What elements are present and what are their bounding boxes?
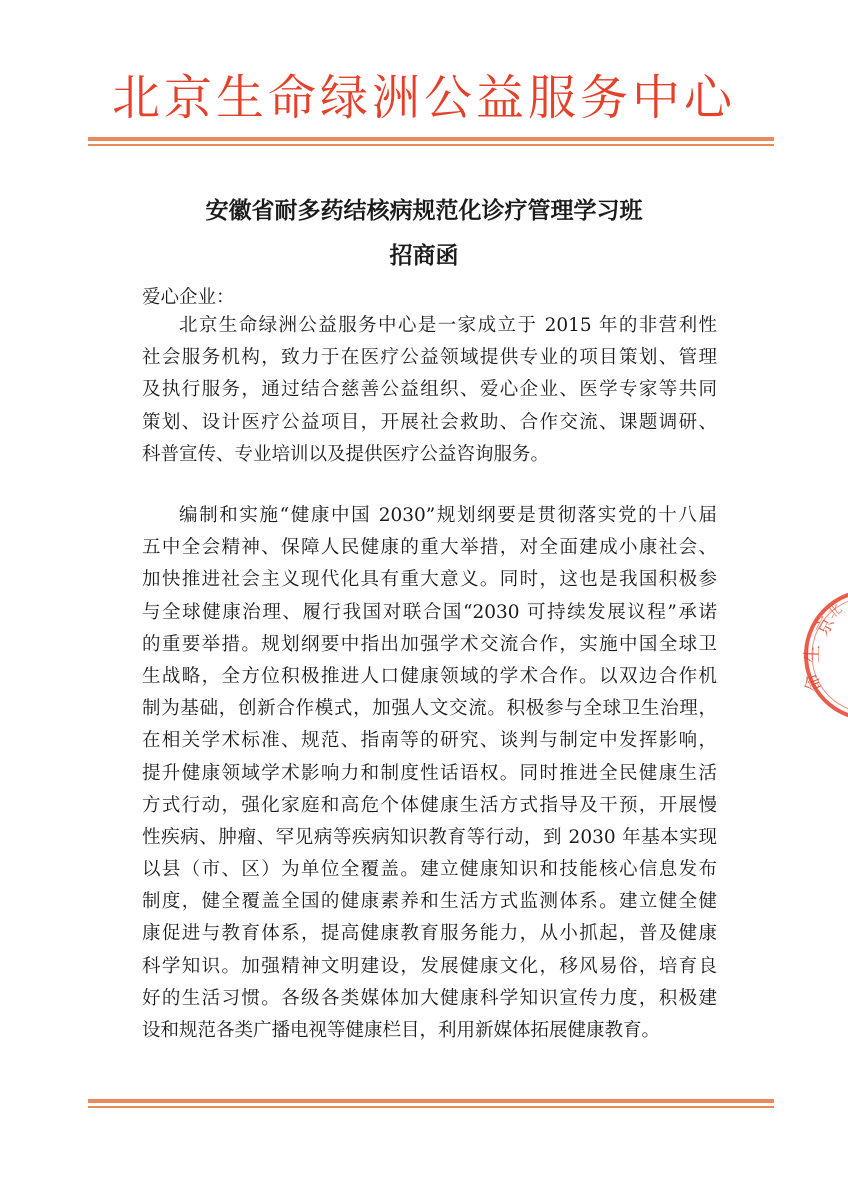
paragraph-line: 加快推进社会主义现代化具有重大意义。同时，这也是我国积极参 bbox=[142, 569, 717, 591]
paragraph-line: 策划、设计医疗公益项目，开展社会救助、合作交流、课题调研、 bbox=[142, 411, 717, 433]
salutation: 爱心企业： bbox=[142, 287, 235, 308]
paragraph-line: 以县（市、区）为单位全覆盖。建立健康知识和技能核心信息发布 bbox=[142, 859, 717, 881]
document-subtitle: 招商函 bbox=[389, 242, 459, 269]
paragraph-intro bbox=[142, 310, 717, 471]
letterhead-top-rule bbox=[88, 137, 774, 146]
svg-text:京: 京 bbox=[811, 613, 839, 640]
paragraph-line: 北京生命绿洲公益服务中心是一家成立于 2015 年的非营利性 bbox=[179, 315, 717, 336]
paragraph-line: 五中全会精神、保障人民健康的重大举措，对全面建成小康社会、 bbox=[142, 537, 717, 559]
paragraph-line: 在相关学术标准、规范、指南等的研究、谈判与制定中发挥影响， bbox=[142, 730, 717, 752]
paragraph-line: 方式行动，强化家庭和高危个体健康生活方式指导及干预，开展慢 bbox=[142, 794, 717, 816]
paragraph-line: 社会服务机构，致力于在医疗公益领域提供专业的项目策划、管理 bbox=[142, 347, 717, 369]
paragraph-line: 康促进与教育体系，提高健康教育服务能力，从小抓起，普及健康 bbox=[142, 923, 717, 945]
paragraph-line: 好的生活习惯。各级各类媒体加大健康科学知识宣传力度，积极建 bbox=[142, 987, 717, 1009]
svg-text:生: 生 bbox=[802, 644, 824, 664]
paragraph-line: 的重要举措。规划纲要中指出加强学术交流合作，实施中国全球卫 bbox=[142, 633, 717, 655]
svg-text:命: 命 bbox=[800, 670, 827, 695]
paragraph-line: 设和规范各类广播电视等健康栏目，利用新媒体拓展健康教育。 bbox=[142, 1020, 661, 1041]
paragraph-line: 及执行服务，通过结合慈善公益组织、爱心企业、医学专家等共同 bbox=[142, 379, 717, 401]
document-title: 安徽省耐多药结核病规范化诊疗管理学习班 bbox=[205, 197, 643, 224]
paragraph-line: 与全球健康治理、履行我国对联合国“2030 可持续发展议程”承诺 bbox=[142, 601, 717, 623]
svg-text:北: 北 bbox=[824, 600, 846, 623]
letterhead-org-name: 北京生命绿洲公益服务中心 bbox=[111, 70, 736, 126]
paragraph-healthy-china bbox=[142, 500, 717, 1047]
official-seal-stamp bbox=[800, 585, 848, 725]
footer-rule bbox=[88, 1099, 774, 1108]
paragraph-line: 性疾病、肿瘤、罕见病等疾病知识教育等行动，到 2030 年基本实现 bbox=[142, 826, 717, 848]
paragraph-line: 生战略，全方位积极推进人口健康领域的学术合作。以双边合作机 bbox=[142, 665, 717, 687]
paragraph-line: 制为基础，创新合作模式，加强人文交流。积极参与全球卫生治理， bbox=[142, 698, 717, 720]
paragraph-line: 制度，健全覆盖全国的健康素养和生活方式监测体系。建立健全健 bbox=[142, 891, 717, 913]
paragraph-line: 科普宣传、专业培训以及提供医疗公益咨询服务。 bbox=[142, 443, 550, 465]
paragraph-line: 编制和实施“健康中国 2030”规划纲要是贯彻落实党的十八届 bbox=[179, 505, 717, 526]
paragraph-line: 提升健康领域学术影响力和制度性话语权。同时推进全民健康生活 bbox=[142, 762, 717, 784]
paragraph-line: 科学知识。加强精神文明建设，发展健康文化，移风易俗，培育良 bbox=[142, 955, 717, 977]
